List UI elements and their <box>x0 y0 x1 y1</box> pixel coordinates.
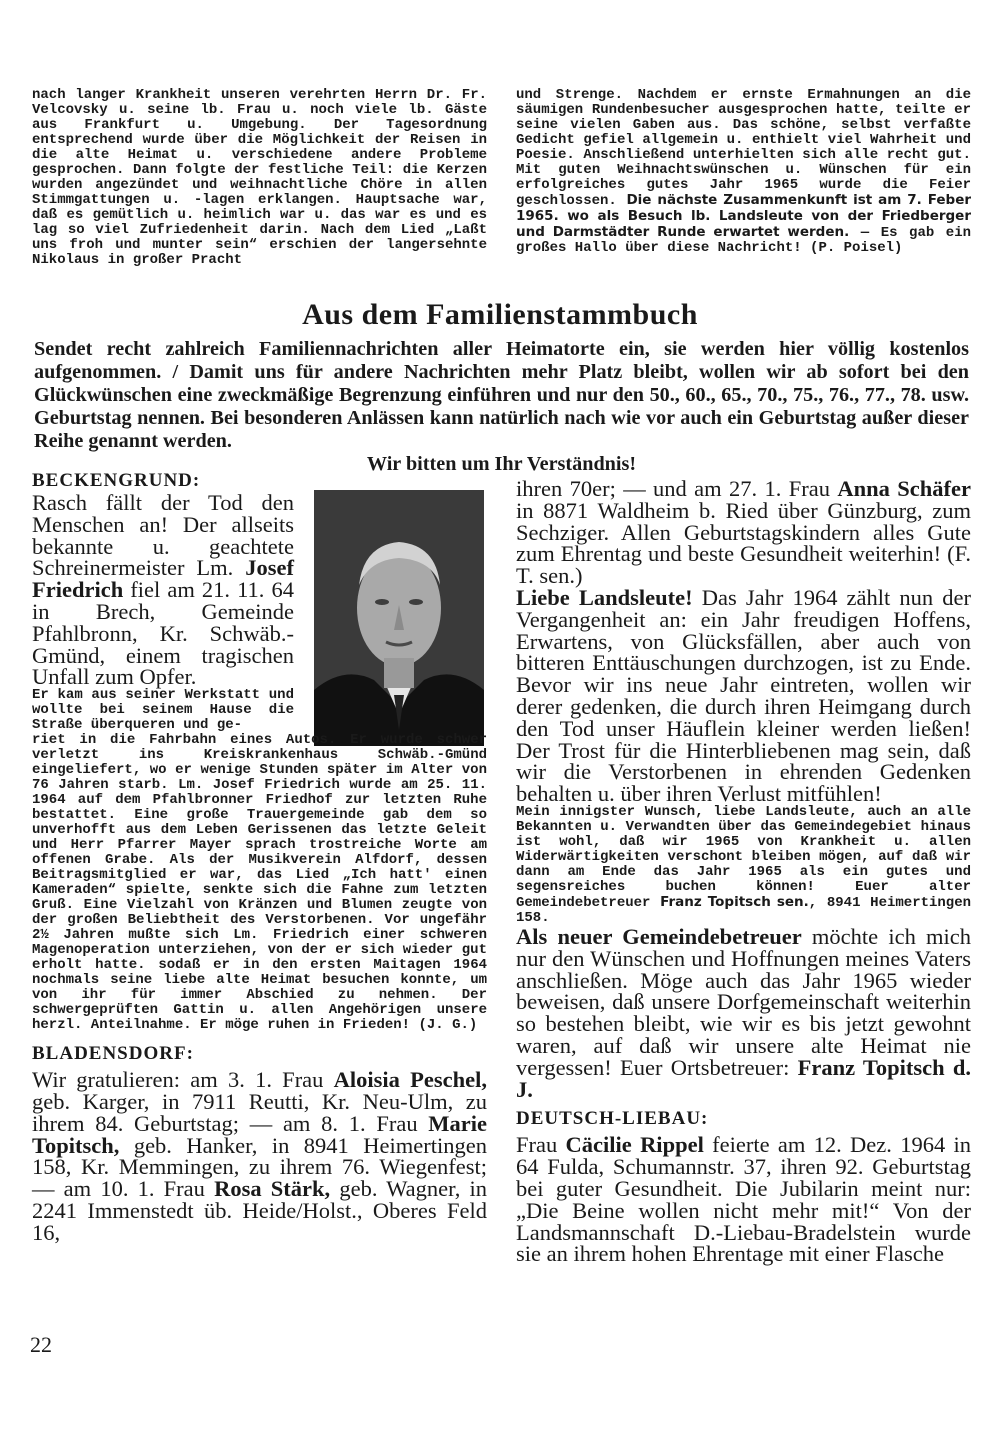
bladensdorf-text-2: geb. Karger, in 7911 Reutti, Kr. Neu-Ulm, zu ihrem 84. Geburtstag; — am 8. 1. Frau <box>32 1088 487 1136</box>
message-lead: Als neuer Gemeindebetreuer <box>516 923 802 949</box>
bladensdorf-text-3: geb. Hanker, in 8941 Heimertingen 158, Kr. Memmingen, zu ihrem 76. Wiegenfest; — am 10. 1. Frau <box>32 1132 487 1202</box>
person-name: Anna Schäfer <box>837 476 971 501</box>
intro-closing: Wir bitten um Ihr Verständnis! <box>366 453 637 475</box>
beckengrund-lead <box>32 492 294 688</box>
beckengrund-body: riet in die Fahrbahn eines Autos. Er wurde schwer verletzt ins Kreiskrankenhaus Schwäb.-Gmünd eingeliefert, wo er wenige Stunden später im Alter von 76 Jahren starb. Lm. Josef Friedrich wurde am 25. 11. 1964 auf dem Pfahlbronner Friedhof zur letzten Ruhe bestattet. Eine große Trauergemeinde gab dem so unverhofft aus dem Leben Gerissenen das letzte Geleit und Herr Pfarrer Mayer sprach trostreiche Worte am offenen Grabe. Als der Musikverein Alfdorf, dessen Beitragsmitglied er war, das Lied „Ich hatt' einen Kameraden“ spielte, senkte sich die Fahne zum letzten Gruß. Eine Vielzahl von Kränzen und Blumen zeugte von der großen Beliebtheit des Verstorbenen. Vor ungefähr 2½ Jahren mußte sich Lm. Friedrich einer schweren Magenoperation unterziehen, von der er sich wieder gut erholt hatte. sodaß er in den ersten Maitagen 1964 nochmals seine liebe alte Heimat besuchen konnte, um von ihr für immer Abschied zu nehmen. Der schwergeprüften Gattin u. allen Angehörigen unsere herzl. Anteilnahme. Er möge ruhen in Frieden! (J. G.) <box>32 732 487 1034</box>
article-continuation-right <box>516 88 971 256</box>
message-lead: Liebe Landsleute! <box>516 584 693 610</box>
heading-deutsch-liebau: DEUTSCH-LIEBAU: <box>516 1108 709 1130</box>
beckengrund-lead-text-2: fiel am 21. 11. 64 in Brech, Gemeinde Pfahlbronn, Kr. Schwäb.-Gmünd, einem tragischen Unfall zum Opfer. <box>32 577 294 690</box>
column-top-left <box>32 88 487 268</box>
caretaker-text: möchte ich mich nur den Wünschen und Hoffnungen meines Vaters anschließen. Möge auch das Jahr 1965 wieder beweisen, daß unsere Dorfgemeinschaft weiterhin so bestehen bleibt, wie wir es bis jetzt gewohnt waren, auf daß wir unsere alte Heimat nie vergessen! Euer Ortsbetreuer: <box>516 923 971 1080</box>
wishes-text: Mein innigster Wunsch, liebe Landsleute, auch an alle Bekannten u. Verwandten über das Gemeindegebiet hinaus ist wohl, daß wir 1965 von Krankheit u. allen Widerwärtigkeiten verschont bleiben mögen, auf daß wir dann am Ende das Jahr 1965 als ein gutes und segensreiches buchen können! Euer alter Gemeindebetreuer <box>516 803 971 911</box>
message-text: Das Jahr 1964 zählt nun der Vergangenheit an: ein Jahr freudigen Hoffens, Erwartens, von Glücksfällen, aber auch von bitteren Enttäuschungen durchzogen, ist zu Ende. Bevor wir ins neue Jahr eintreten, wollen wir derer gedenken, die durch ihren Heimgang durch den Tod unser Häuflein kleiner werden ließen! Der Trost für die Hinterbliebenen mag sein, daß wir die Verstorbenen in ehrenden Gedenken behalten u. über ihren Verlust mitfühlen! <box>516 584 971 807</box>
column-left <box>32 470 487 1244</box>
article-continuation-text: und Strenge. Nachdem er ernste Ermahnungen an die säumigen Rundenbesucher ausgesprochen hatte, teilte er seine vielen Gaben aus. Das schöne, selbst verfaßte Gedicht gefiel allgemein u. enthielt viel Wahrheit und Poesie. Anschließend unterhielten sich alle recht gut. Mit guten Weihnachtswünschen u. Wünschen für ein erfolgreiches gutes Jahr 1965 wurde die Feier geschlossen. <box>516 87 971 209</box>
wishes-message <box>516 805 971 926</box>
new-year-message <box>516 584 971 807</box>
beckengrund-lead-text: Rasch fällt der Tod den Menschen an! Der allseits bekannte u. geachtete Schreinermeister Lm. <box>32 490 294 581</box>
announcement-tail: — Es gab ein großes Hallo über diese Nachricht! (P. Poisel) <box>516 225 971 256</box>
person-name: Franz Topitsch d. J. <box>516 1054 971 1102</box>
page-number: 22 <box>30 1332 52 1357</box>
person-name: Rosa Stärk, <box>214 1176 331 1202</box>
wishes-end: , 8941 Heimertingen 158. <box>516 894 971 926</box>
birthday-continuation <box>516 478 971 587</box>
section-intro <box>34 338 969 476</box>
deutsch-liebau-body <box>516 1134 971 1265</box>
person-name: Franz Topitsch sen. <box>660 893 809 910</box>
person-name: Marie Topitsch, <box>32 1110 487 1158</box>
intro-text: Sendet recht zahlreich Familiennachrichten aller Heimatorte ein, sie werden hier völlig kostenlos aufgenommen. / Damit uns für andere Nachrichten mehr Platz bleibt, wollen wir ab sofort bei den Glückwünschen eine zweckmäßige Begrenzung einführen und nur den 50., 60., 65., 70., 75., 76., 77., 78. usw. Geburtstag nennen. Bei besonderen Anlässen kann natürlich nach wie vor auch ein Geburtstag außer dieser Reihe genannt werden. <box>34 338 969 452</box>
bladensdorf-body <box>32 1069 487 1243</box>
deutsch-liebau-text-1: Frau <box>516 1132 566 1158</box>
deutsch-liebau-text-2: feierte am 12. Dez. 1964 in 64 Fulda, Schumannstr. 37, ihren 92. Geburtstag bei guter Gesundheit. Die Jubilarin meint nur: „Die Beine wollen nicht mehr mit!“ Von der Landsmannschaft D.-Liebau-Bradelstein wurde sie an ihrem hohen Ehrentage mit einer Flasche <box>516 1132 971 1267</box>
meeting-announcement: Die nächste Zusammenkunft ist am 7. Feber 1965. wo als Besuch lb. Landsleute von der Friedberger und Darmstädter Runde erwartet werden. <box>516 192 972 240</box>
beckengrund-body-narrow: Er kam aus seiner Werkstatt und wollte bei seinem Hause die Straße überqueren und ge- <box>32 687 294 734</box>
column-top-right <box>516 88 971 256</box>
bladensdorf-text-4: geb. Wagner, in 2241 Immenstedt üb. Heide/Holst., Oberes Feld 16, <box>32 1176 487 1245</box>
birthday-text-2: in 8871 Waldheim b. Ried über Günzburg, zum Sechziger. Allen Geburtstagskindern alles Gute zum Ehrentag und beste Gesundheit weiterhin! (F. T. sen.) <box>516 497 971 589</box>
person-name: Cäcilie Rippel <box>565 1132 704 1158</box>
heading-bladensdorf: BLADENSDORF: <box>32 1043 194 1065</box>
section-title: Aus dem Familienstammbuch <box>302 298 698 331</box>
column-right <box>516 478 971 1265</box>
person-name: Josef Friedrich <box>32 555 294 603</box>
bladensdorf-text-1: Wir gratulieren: am 3. 1. Frau <box>32 1067 334 1093</box>
article-continuation-left: nach langer Krankheit unseren verehrten Herrn Dr. Fr. Velcovsky u. seine lb. Frau u. noch viele lb. Gäste aus Frankfurt u. Umgebung. Der Tagesordnung entsprechend wurde über die Möglichkeit der Reisen in die alte Heimat u. verschiedene andere Probleme gesprochen. Dann folgte der festliche Teil: die Kerzen wurden angezündet und weihnachtliche Chöre in allen Stimmgattungen u. -lagen erklangen. Hauptsache war, daß es gemütlich u. heimlich war u. das war es und es lag so viel Zufriedenheit darin. Nach dem Lied „Laßt uns froh und munter sein“ erschien der langersehnte Nikolaus in großer Pracht <box>32 87 487 268</box>
person-name: Aloisia Peschel, <box>333 1067 487 1093</box>
heading-beckengrund: BECKENGRUND: <box>32 470 201 491</box>
new-caretaker-message <box>516 923 971 1102</box>
birthday-text-1: ihren 70er; — und am 27. 1. Frau <box>516 476 838 501</box>
